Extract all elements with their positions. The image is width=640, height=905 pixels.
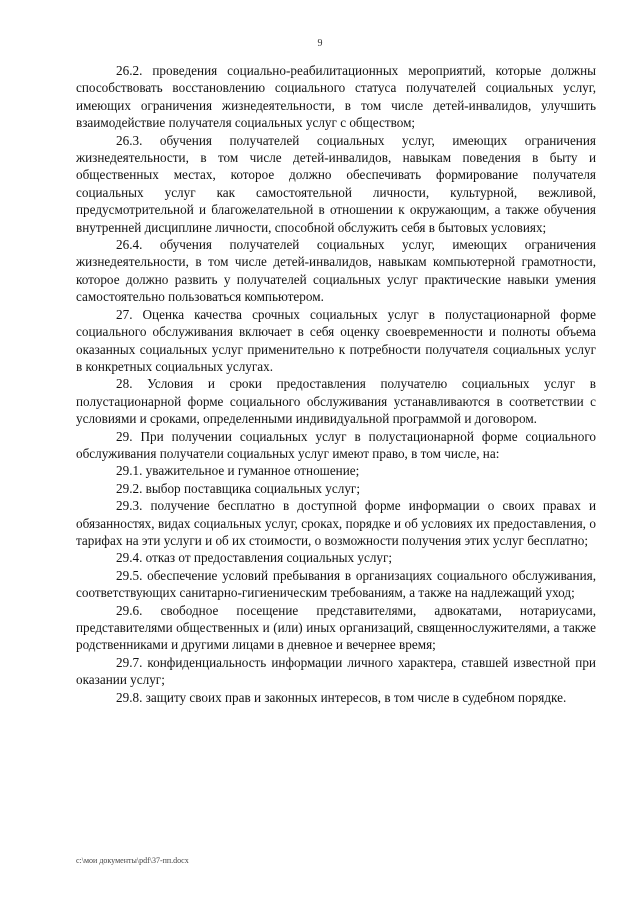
paragraph-26-2: 26.2. проведения социально-реабилитационных мероприятий, которые должны способствовать восстановлению социального статуса получателей социальных услуг, имеющих ограничения жизнедеятельности, в том числе детей-инвалидов, улучшить взаимодействие получателя социальных услуг с обществом; (76, 63, 596, 131)
page-number: 9 (317, 38, 323, 49)
paragraph-27: 27. Оценка качества срочных социальных услуг в полустационарной форме социального обслуживания включает в себя оценку своевременности и полноты объема оказанных социальных услуг применительно к потребности получателя социальных услуг в конкретных социальных услугах. (76, 306, 596, 374)
paragraph-29: 29. При получении социальных услуг в полустационарной форме социального обслуживания получатели социальных услуг имеют право, в том числе, на: (76, 428, 596, 461)
paragraph-29-2: 29.2. выбор поставщика социальных услуг; (116, 480, 360, 496)
document-body (76, 62, 596, 706)
paragraph-26-4: 26.4. обучения получателей социальных услуг, имеющих ограничения жизнедеятельности, в том числе детей-инвалидов, навыкам компьютерной грамотности, которое должно развить у получателей социальных услуг практические навыки умения самостоятельно пользоваться компьютером. (76, 237, 596, 305)
paragraph-29-4: 29.4. отказ от предоставления социальных услуг; (116, 550, 393, 566)
paragraph-28: 28. Условия и сроки предоставления получателю социальных услуг в полустационарной форме социального обслуживания устанавливаются в соответствии с условиями и сроками, определенными индивидуальной программой и договором. (76, 376, 596, 427)
paragraph-29-5: 29.5. обеспечение условий пребывания в организациях социального обслуживания, соответствующих санитарно-гигиеническим требованиям, а также на надлежащий уход; (76, 567, 596, 601)
paragraph-29-8: 29.8. защиту своих прав и законных интересов, в том числе в судебном порядке. (116, 689, 567, 705)
paragraph-26-3: 26.3. обучения получателей социальных услуг, имеющих ограничения жизнедеятельности, в том числе детей-инвалидов, навыкам поведения в быту и общественных местах, которое должно обеспечивать формирование получателя социальных услуг как самостоятельной личности, культурной, вежливой, предусмотрительной и благожелательной в отношении к окружающим, а также обучения внутренней дисциплине личности, способной обслужить себя в бытовых условиях; (76, 132, 596, 235)
paragraph-29-1: 29.1. уважительное и гуманное отношение; (116, 463, 360, 479)
footer-file-path: c:\мои документы\pdf\37-пп.docx (76, 856, 189, 865)
paragraph-29-6: 29.6. свободное посещение представителями, адвокатами, нотариусами, представителями общественных и (или) иных организаций, священнослужителями, а также родственниками и другими лицами в дневное и вечернее время; (76, 602, 596, 653)
paragraph-29-7: 29.7. конфиденциальность информации личного характера, ставшей известной при оказании услуг; (76, 654, 596, 688)
paragraph-29-3: 29.3. получение бесплатно в доступной форме информации о своих правах и обязанностях, видах социальных услуг, сроках, порядке и об условиях их предоставления, о тарифах на эти услуги и об их стоимости, о возможности получения этих услуг бесплатно; (76, 498, 596, 548)
